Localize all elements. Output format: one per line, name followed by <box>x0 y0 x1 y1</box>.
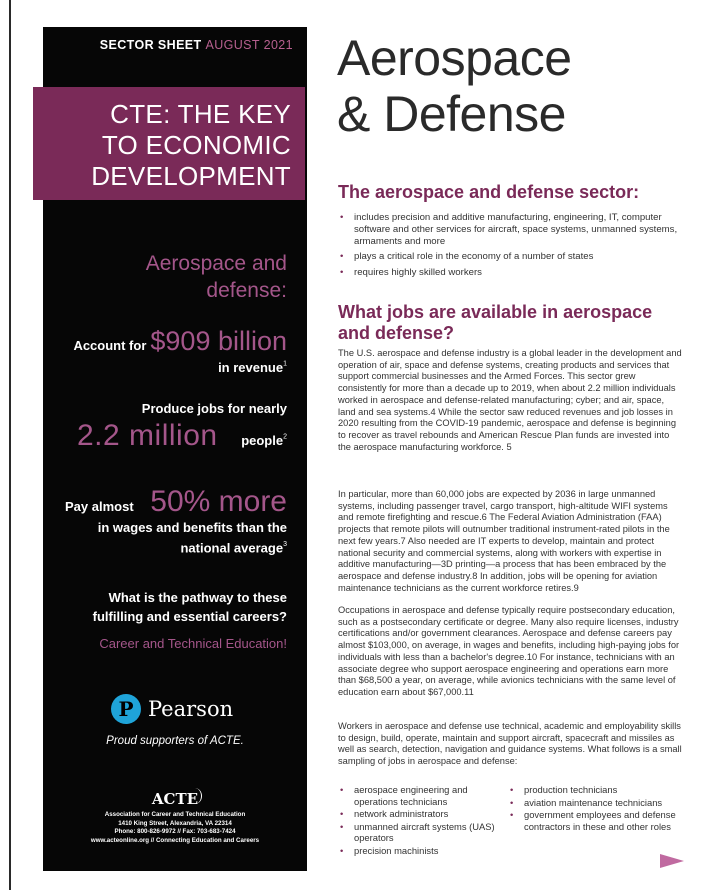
stat-wages <box>43 485 287 556</box>
stat-value: 2.2 million <box>77 419 218 452</box>
stat-prefix: Pay almost <box>65 499 134 514</box>
banner-line: TO ECONOMIC <box>101 130 291 160</box>
cte-banner <box>33 87 305 200</box>
body-paragraph: In particular, more than 60,000 jobs are expected by 2036 in large unmanned systems, including passenger travel, cargo transport, high-altitude WIFI systems and remote firefighting and rescue.6 The Federal Aviation Administration (FAA) projects that remote pilots will outnumber traditional instrument-rated pilots in the next few years.7 Also needed are IT experts to develop, maintain and protect national security and commercial systems, along with workers with expertise in additive manufacturing—3D printing—a process that has been embraced by the aerospace and defense industry.8 In addition, jobs will be opening for aviation maintenance technicians as the current workforce retires.9 <box>338 489 670 593</box>
sidebar-heading-line: Aerospace and <box>145 252 287 275</box>
pathway-line: fulfilling and essential careers? <box>92 609 287 624</box>
body-paragraph: Occupations in aerospace and defense typically require postsecondary education, such as a postsecondary certificate or degree. Many also require licenses, industry certifications and/or government clearances. Aerospace and defense careers pay almost $103,000, on average, in wages and benefits, including high-paying jobs for individuals with less than a bachelor's degree.10 For instance, technicians with an associate degree who support aerospace engineering and operations earn more than $68,500 a year, on average, while avionics technicians with the same level of education earn about $67,000.11 <box>338 605 680 697</box>
sheet-date: AUGUST 2021 <box>205 38 293 52</box>
acte-logo: ACTE <box>151 790 199 808</box>
page-title-line: & Defense <box>337 86 566 142</box>
footnote-ref: 2 <box>283 433 287 441</box>
footnote-ref: 3 <box>283 541 287 548</box>
stat-prefix: Account for <box>73 338 147 353</box>
pathway-line: What is the pathway to these <box>108 590 287 605</box>
page-title-line: Aerospace <box>337 30 572 86</box>
sector-heading: The aerospace and defense sector: <box>338 182 640 202</box>
acte-info-line: 1410 King Street, Alexandria, VA 22314 <box>118 819 232 827</box>
acte-info-line: Phone: 800-826-9972 // Fax: 703-683-7424 <box>114 828 236 836</box>
jobs-list-left <box>338 784 508 858</box>
pearson-logo <box>111 694 233 724</box>
jobs-heading-line: What jobs are available in aerospace <box>338 302 653 322</box>
list-item: • aerospace engineering and operations technicians <box>338 784 508 807</box>
list-item: • requires highly skilled workers <box>338 267 678 279</box>
acte-info-line: Association for Career and Technical Education <box>104 811 246 818</box>
list-item: • unmanned aircraft systems (UAS) operators <box>338 821 508 844</box>
stat-suffix: people <box>241 433 284 448</box>
jobs-heading <box>338 302 652 344</box>
next-arrow-icon[interactable] <box>660 854 684 868</box>
stat-line: national average <box>180 540 284 556</box>
list-item: • includes precision and additive manufacturing, engineering, IT, computer software and other services for aircraft, space systems, unmanned systems, armaments and more <box>338 212 678 247</box>
list-item: • production technicians <box>508 784 688 796</box>
pathway-question <box>43 588 287 626</box>
list-item: • network administrators <box>338 808 508 820</box>
sidebar-heading <box>43 250 287 304</box>
pathway-answer: Career and Technical Education! <box>99 636 287 651</box>
list-item: • plays a critical role in the economy of a number of states <box>338 251 678 263</box>
stat-jobs <box>43 400 287 453</box>
sponsor-tagline: Proud supporters of ACTE. <box>106 735 244 747</box>
list-item: • precision machinists <box>338 845 508 857</box>
stat-suffix: in revenue <box>218 360 284 375</box>
sector-bullets <box>338 212 678 283</box>
stat-revenue <box>43 326 287 377</box>
list-item: • government employees and defense contractors in these and other roles <box>508 809 688 832</box>
body-paragraph: Workers in aerospace and defense use technical, academic and employability skills to design, build, operate, maintain and support aircraft, spacecraft and missiles as well as search, detection, navigation and guidance systems. What follows is a small sampling of jobs in aerospace and defense: <box>338 721 682 767</box>
sector-label: SECTOR SHEET <box>99 38 202 52</box>
acte-info-line: www.acteonline.org // Connecting Education and Careers <box>90 836 260 844</box>
sector-sheet-label <box>43 38 293 52</box>
list-item: • aviation maintenance technicians <box>508 797 688 809</box>
sidebar-heading-line: defense: <box>206 279 287 302</box>
page-edge-rule <box>9 0 11 890</box>
stat-prefix: Produce jobs for nearly <box>141 401 287 416</box>
acte-contact-info <box>43 811 307 845</box>
page-title <box>337 30 572 142</box>
jobs-list-right <box>508 784 688 833</box>
banner-line: DEVELOPMENT <box>91 161 291 191</box>
acte-swoosh-icon <box>188 788 202 804</box>
pearson-logo-icon: P <box>111 694 141 724</box>
jobs-heading-line: and defense? <box>338 323 455 343</box>
stat-value: 50% more <box>150 485 287 518</box>
banner-line: CTE: THE KEY <box>110 99 291 129</box>
stat-value: $909 billion <box>150 326 287 356</box>
footnote-ref: 1 <box>283 360 287 368</box>
pearson-wordmark: Pearson <box>148 697 234 721</box>
stat-line: in wages and benefits than the <box>97 520 287 535</box>
body-paragraph: The U.S. aerospace and defense industry is a global leader in the development and operation of air, space and defense systems, creating products and services that support commercial businesses and the Armed Forces. This sector grew consistently for more than a decade up to 2019, when about 2.2 million individuals worked in aerospace and defense-related manufacturing; cyber; and air, space, land and sea systems.4 While the sector saw reduced revenues and job losses in 2020 resulting from the COVID-19 pandemic, aerospace and defense is beginning to recover as travel rebounds and American Rescue Plan funds are invested into the aerospace manufacturing workforce. 5 <box>338 348 682 452</box>
